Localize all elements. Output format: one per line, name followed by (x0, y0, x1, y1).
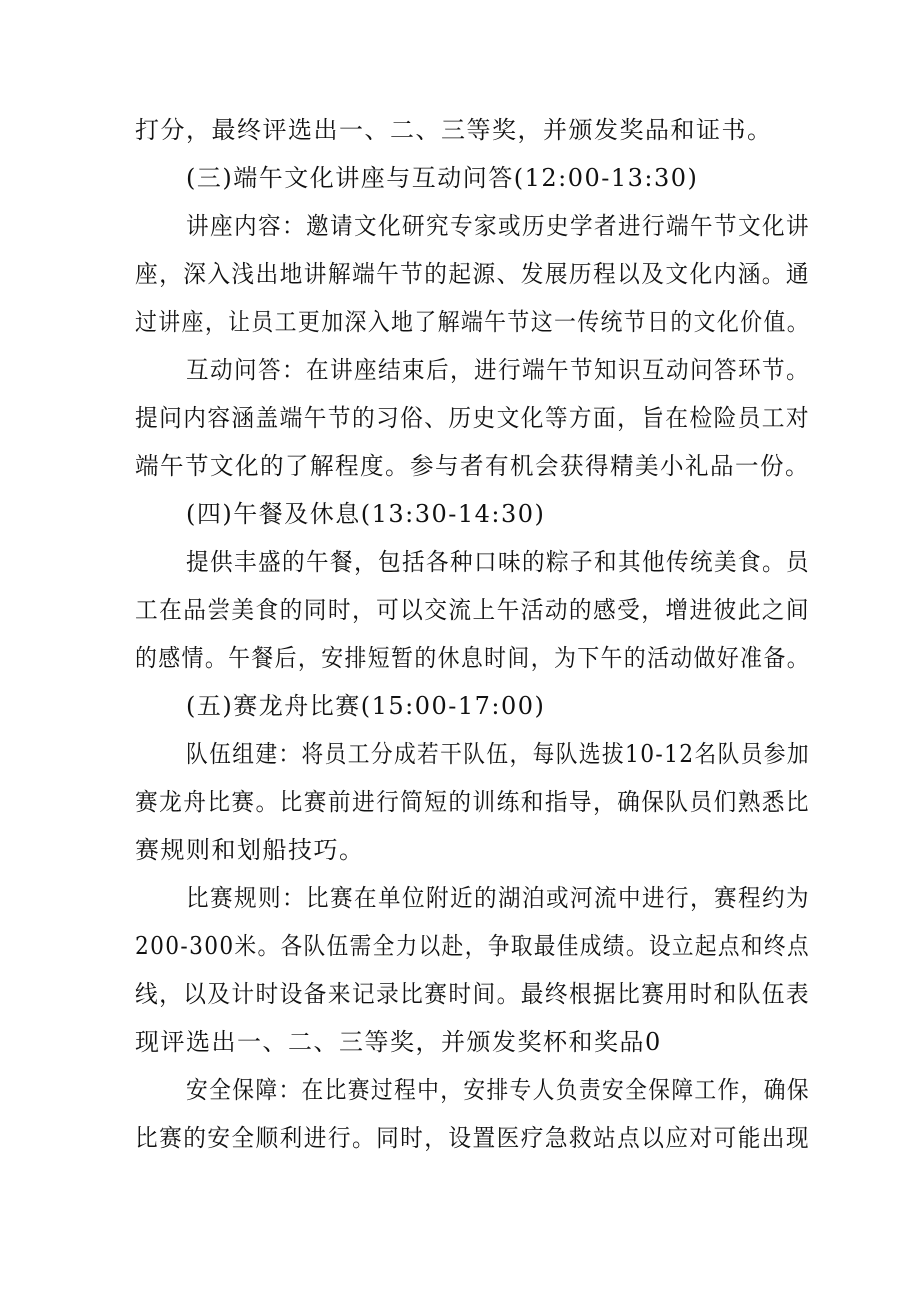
text-line: 提供丰盛的午餐，包括各种口味的粽子和其他传统美食。员 (186, 548, 811, 576)
text-line: 打分，最终评选出一、二、三等奖，并颁发奖品和证书。 (135, 116, 773, 144)
text-line: 赛规则和划船技巧。 (135, 836, 365, 864)
text-line: 提问内容涵盖端午节的习俗、历史文化等方面，旨在检险员工对 (135, 404, 811, 432)
text-line: 200-300米。各队伍需全力以赴，争取最佳成绩。设立起点和终点 (135, 932, 810, 960)
text-line: 安全保障：在比赛过程中，安排专人负责安全保障工作，确保 (186, 1076, 810, 1104)
text-line: 座，深入浅出地讲解端午节的起源、发展历程以及文化内涵。通 (135, 260, 811, 288)
text-line: 过讲座，让员工更加深入地了解端午节这一传统节日的文化价值。 (135, 308, 811, 336)
text-line: 讲座内容：邀请文化研究专家或历史学者进行端午节文化讲 (186, 212, 811, 240)
text-line: 线，以及计时设备来记录比赛时间。最终根据比赛用时和队伍表 (135, 980, 811, 1008)
text-line: 端午节文化的了解程度。参与者有机会获得精美小礼品一份。 (135, 452, 811, 480)
text-line: 的感情。午餐后，安排短暂的休息时间，为下午的活动做好准备。 (135, 644, 811, 672)
section-heading: (五)赛龙舟比赛(15:00-17:00) (186, 692, 546, 720)
text-line: 比赛规则：比赛在单位附近的湖泊或河流中进行，赛程约为 (186, 884, 811, 912)
text-line: 现评选出一、二、三等奖，并颁发奖杯和奖品0 (135, 1028, 662, 1056)
text-line: 比赛的安全顺利进行。同时，设置医疗急救站点以应对可能出现 (135, 1124, 811, 1152)
section-heading: (三)端午文化讲座与互动问答(12:00-13:30) (186, 164, 699, 192)
text-line: 工在品尝美食的同时，可以交流上午活动的感受，增进彼此之间 (135, 596, 811, 624)
section-heading: (四)午餐及休息(13:30-14:30) (186, 500, 546, 528)
text-line: 赛龙舟比赛。比赛前进行简短的训练和指导，确保队员们熟悉比 (135, 788, 811, 816)
text-line: 互动问答：在讲座结束后，进行端午节知识互动问答环节。 (186, 356, 811, 384)
text-line: 队伍组建：将员工分成若干队伍，每队选拔10-12名队员参加 (186, 740, 811, 768)
